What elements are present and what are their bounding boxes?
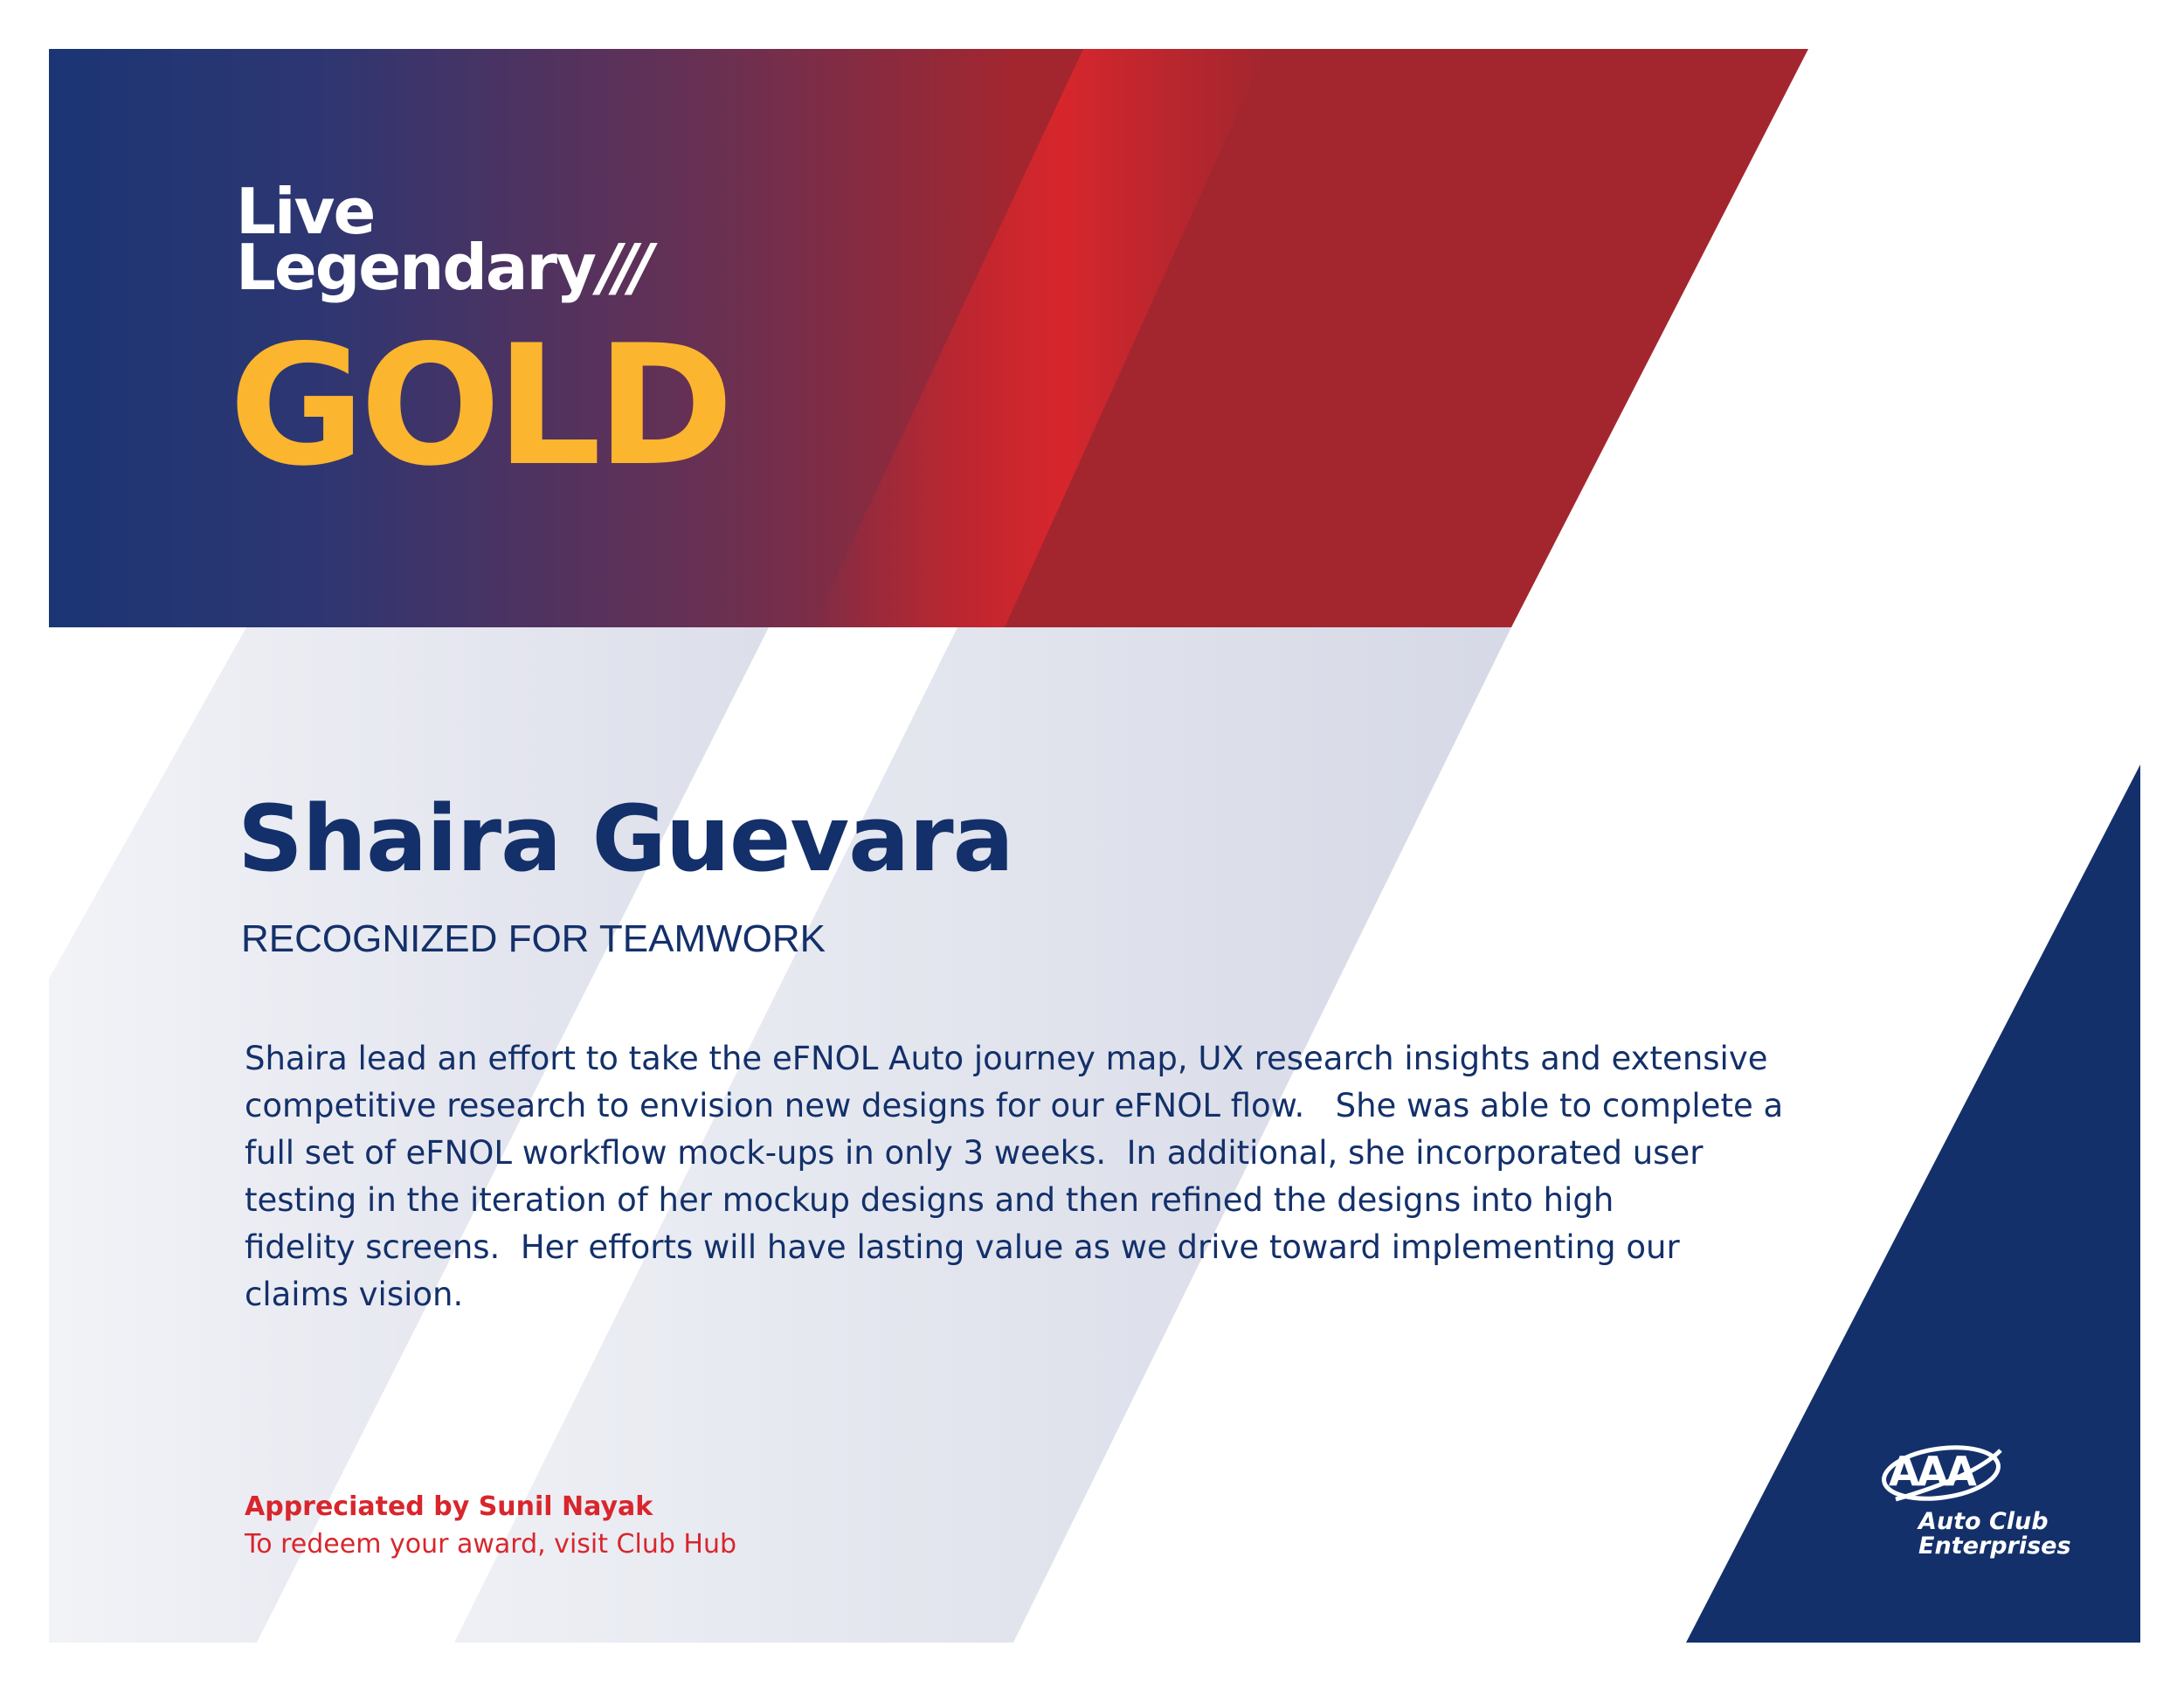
aaa-mark: AAA <box>1889 1448 1974 1495</box>
logo-text <box>1918 1510 2071 1559</box>
redeem-note: To redeem your award, visit Club Hub <box>245 1529 737 1560</box>
award-level: GOLD <box>229 309 729 502</box>
recipient-name: Shaira Guevara <box>238 785 1013 892</box>
logo-line-2: Enterprises <box>1918 1532 2071 1560</box>
award-description: Shaira lead an effort to take the eFNOL Auto journey map, UX research insights and extensive competitive research to envision new designs for our eFNOL flow. She was able to complete a full set of eFNOL workflow mock-ups in only 3 weeks. In additional, she incorporated user testing in the iteration of her mockup designs and then refined the designs into high fidelity screens. Her efforts will have lasting value as we drive toward implementing our claims vision. <box>245 1040 1784 1313</box>
appreciated-by: Appreciated by Sunil Nayak <box>245 1491 653 1522</box>
brand-slashes: /// <box>598 231 646 304</box>
logo-line-1: Auto Club <box>1918 1508 2049 1535</box>
brand-line-legendary <box>236 231 646 304</box>
award-category: RECOGNIZED FOR TEAMWORK <box>241 917 826 960</box>
aaa-logo <box>1870 1442 2070 1564</box>
brand-line-live: Live <box>236 175 375 248</box>
brand-wordmark <box>236 175 646 304</box>
brand-legendary-text: Legendary <box>236 231 595 304</box>
